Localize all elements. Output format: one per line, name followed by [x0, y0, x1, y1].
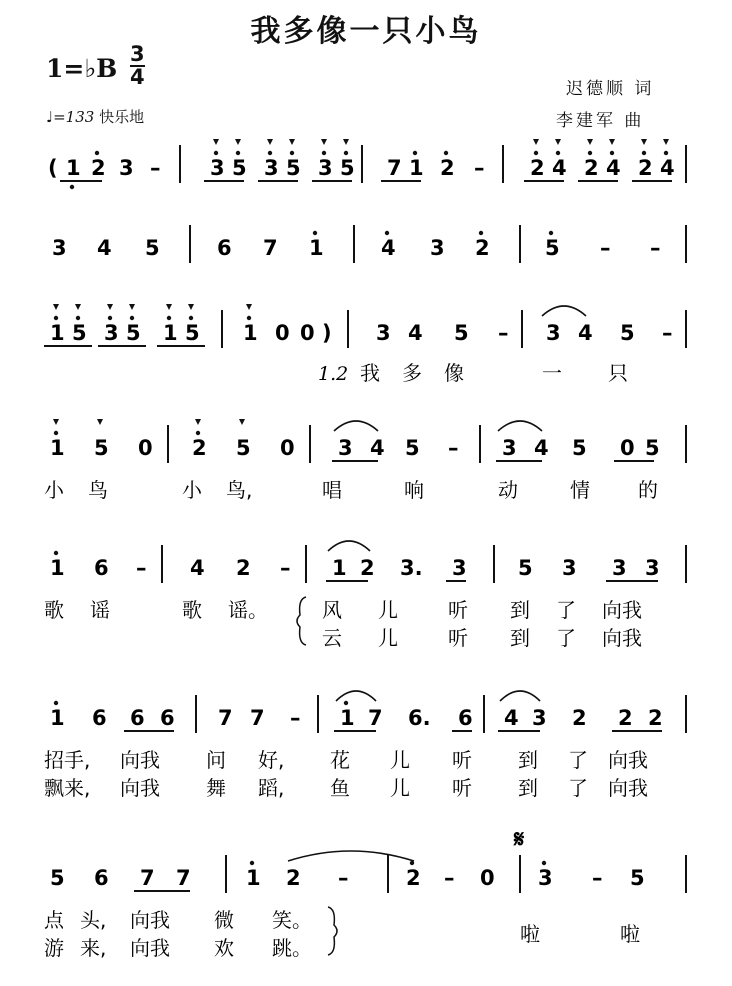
staccato-mark	[129, 304, 135, 310]
lyric: 谣	[90, 598, 110, 622]
time-bottom: 4	[130, 65, 145, 89]
lyric: 向我	[608, 748, 648, 772]
note: –	[150, 156, 161, 180]
low-octave-dot	[70, 185, 74, 189]
note: 6	[217, 236, 232, 260]
note: 1	[309, 236, 324, 260]
lyric-line2: 听	[448, 626, 468, 650]
note: 3	[430, 236, 445, 260]
octave-dot	[642, 151, 646, 155]
staccato-mark	[97, 419, 103, 425]
octave-dot	[290, 151, 294, 155]
note: 2	[91, 156, 106, 180]
lyric-line2: 来,	[80, 936, 107, 960]
note: 4	[97, 236, 112, 260]
composer-credit: 李建军 曲	[556, 111, 645, 131]
staccato-mark	[239, 419, 245, 425]
lyric: 微	[214, 908, 234, 932]
note: 5	[72, 321, 87, 345]
staccato-mark	[267, 139, 273, 145]
lyric-line2: 游	[44, 936, 64, 960]
note: 3	[546, 321, 561, 345]
octave-dot	[588, 151, 592, 155]
note: –	[474, 156, 485, 180]
lyric-line2: 了	[568, 776, 588, 800]
note: 2	[618, 706, 633, 730]
staccato-mark	[555, 139, 561, 145]
octave-dot	[344, 701, 348, 705]
lyric: 像	[444, 361, 464, 385]
note: 3	[264, 156, 279, 180]
staccato-mark	[609, 139, 615, 145]
lyric: 动	[498, 478, 518, 502]
note: 5	[645, 436, 660, 460]
lyric: 点	[44, 908, 64, 932]
lyric: 1.2	[318, 363, 349, 385]
note: 5	[94, 436, 109, 460]
lyric-line2: 向我	[130, 936, 170, 960]
note: 0	[138, 436, 153, 460]
note: 3	[502, 436, 517, 460]
note: 5	[185, 321, 200, 345]
lyric: 歌	[182, 598, 202, 622]
note: 2	[236, 556, 251, 580]
lyric: 只	[608, 361, 628, 385]
lyric-line2: 听	[452, 776, 472, 800]
octave-dot	[130, 316, 134, 320]
lyric: 我	[360, 361, 380, 385]
octave-dot	[108, 316, 112, 320]
octave-dot	[344, 151, 348, 155]
lyric-line2: 到	[510, 626, 530, 650]
tie-slur	[288, 851, 414, 861]
staccato-mark	[213, 139, 219, 145]
note: 3	[376, 321, 391, 345]
note: –	[448, 436, 459, 460]
lyric: 谣。	[228, 598, 268, 622]
note: 6.	[408, 706, 431, 730]
note: 2	[475, 236, 490, 260]
note: 2	[406, 866, 421, 890]
lyric: 好,	[258, 748, 285, 772]
lyric-brace-right	[328, 907, 337, 955]
note: (	[48, 156, 58, 180]
lyric: 听	[452, 748, 472, 772]
lyric-line2: 啦	[520, 922, 540, 946]
note: 3	[104, 321, 119, 345]
octave-dot	[167, 316, 171, 320]
octave-dot	[556, 151, 560, 155]
tie-slur	[336, 691, 376, 701]
note: 4	[552, 156, 567, 180]
note: 3	[562, 556, 577, 580]
staccato-mark	[663, 139, 669, 145]
note: )	[322, 321, 332, 345]
song-title: 我多像一只小鸟	[250, 14, 482, 49]
note: 5	[145, 236, 160, 260]
staccato-mark	[587, 139, 593, 145]
note: 3	[338, 436, 353, 460]
tie-slur	[328, 541, 370, 551]
note: 1	[163, 321, 178, 345]
note: 2	[530, 156, 545, 180]
octave-dot	[413, 151, 417, 155]
lyric: 的	[638, 478, 658, 502]
note: 2	[584, 156, 599, 180]
note: 1	[246, 866, 261, 890]
note: 7	[218, 706, 233, 730]
lyric-line2: 跳。	[272, 936, 312, 960]
note: 6	[160, 706, 175, 730]
note: 4	[190, 556, 205, 580]
staccato-mark	[75, 304, 81, 310]
note: 5	[518, 556, 533, 580]
lyric: 了	[568, 748, 588, 772]
note: 2	[192, 436, 207, 460]
note: 5	[340, 156, 355, 180]
note: –	[592, 866, 603, 890]
note: 4	[381, 236, 396, 260]
note: 2	[286, 866, 301, 890]
lyric: 一	[542, 361, 562, 385]
lyric: 儿	[390, 748, 410, 772]
staccato-mark	[166, 304, 172, 310]
note: 5	[572, 436, 587, 460]
note: 1	[340, 706, 355, 730]
lyric-brace	[297, 597, 306, 645]
octave-dot	[196, 431, 200, 435]
octave-dot	[444, 151, 448, 155]
lyric: 情	[570, 478, 590, 502]
note: 3	[318, 156, 333, 180]
note: 2	[360, 556, 375, 580]
note: 3	[538, 866, 553, 890]
note: 2	[638, 156, 653, 180]
lyric: 歌	[44, 598, 64, 622]
note: 0	[620, 436, 635, 460]
note: 0	[480, 866, 495, 890]
time-top: 3	[130, 42, 145, 66]
octave-dot	[664, 151, 668, 155]
note: 6	[130, 706, 145, 730]
lyric-line2: 了	[556, 626, 576, 650]
note: 6	[94, 556, 109, 580]
note: 3	[210, 156, 225, 180]
lyric-line2: 蹈,	[258, 776, 285, 800]
octave-dot	[236, 151, 240, 155]
note: 5	[620, 321, 635, 345]
note: 2	[572, 706, 587, 730]
octave-dot	[385, 231, 389, 235]
staccato-mark	[641, 139, 647, 145]
lyric: 鸟	[88, 478, 108, 502]
octave-dot	[95, 151, 99, 155]
lyric: 小	[182, 478, 202, 502]
lyric: 笑。	[272, 908, 312, 932]
note: 2	[648, 706, 663, 730]
note: –	[280, 556, 291, 580]
staccato-mark	[235, 139, 241, 145]
tie-slur	[498, 421, 542, 431]
note: 1	[50, 436, 65, 460]
note: 6	[92, 706, 107, 730]
staccato-mark	[246, 304, 252, 310]
lyric: 听	[448, 598, 468, 622]
note: 4	[534, 436, 549, 460]
note: 1	[50, 706, 65, 730]
note: 6	[94, 866, 109, 890]
lyric: 向我	[602, 598, 642, 622]
note: 5	[630, 866, 645, 890]
note: 1	[332, 556, 347, 580]
lyricist-credit: 迟德顺 词	[566, 79, 655, 99]
lyric-line2: 向我	[602, 626, 642, 650]
staccato-mark	[188, 304, 194, 310]
note: –	[498, 321, 509, 345]
note: 4	[370, 436, 385, 460]
octave-dot	[268, 151, 272, 155]
lyric: 向我	[120, 748, 160, 772]
lyric: 唱	[322, 478, 342, 502]
octave-dot	[549, 231, 553, 235]
lyric: 头,	[80, 908, 107, 932]
octave-dot	[54, 431, 58, 435]
note: 0	[275, 321, 290, 345]
octave-dot	[534, 151, 538, 155]
lyric-line2: 飘来,	[44, 776, 91, 800]
octave-dot	[247, 316, 251, 320]
octave-dot	[322, 151, 326, 155]
octave-dot	[54, 701, 58, 705]
quarter-note-icon: ♩	[46, 108, 54, 126]
note: 4	[578, 321, 593, 345]
note: 0	[280, 436, 295, 460]
note: 3	[532, 706, 547, 730]
octave-dot	[54, 551, 58, 555]
tempo-expression: 快乐地	[99, 108, 145, 126]
note: 3	[52, 236, 67, 260]
lyric: 到	[518, 748, 538, 772]
note: 4	[408, 321, 423, 345]
note: 4	[660, 156, 675, 180]
staccato-mark	[53, 304, 59, 310]
note: –	[290, 706, 301, 730]
staccato-mark	[195, 419, 201, 425]
note: 5	[286, 156, 301, 180]
staccato-mark	[289, 139, 295, 145]
lyric-line2: 向我	[120, 776, 160, 800]
note: 4	[606, 156, 621, 180]
octave-dot	[214, 151, 218, 155]
note: 5	[236, 436, 251, 460]
note: 3.	[400, 556, 423, 580]
lyric: 向我	[130, 908, 170, 932]
note: 5	[126, 321, 141, 345]
lyric: 花	[330, 748, 350, 772]
note: 4	[504, 706, 519, 730]
note: 7	[387, 156, 402, 180]
note: 3	[119, 156, 134, 180]
note: 1	[50, 556, 65, 580]
note: 3	[452, 556, 467, 580]
staccato-mark	[53, 419, 59, 425]
note: 7	[140, 866, 155, 890]
lyric-line2: 儿	[390, 776, 410, 800]
note: 1	[243, 321, 258, 345]
lyric: 了	[556, 598, 576, 622]
note: –	[662, 321, 673, 345]
octave-dot	[542, 861, 546, 865]
octave-dot	[189, 316, 193, 320]
octave-dot	[313, 231, 317, 235]
note: 5	[454, 321, 469, 345]
note: –	[136, 556, 147, 580]
note: 2	[440, 156, 455, 180]
lyric-line2: 舞	[206, 776, 226, 800]
note: 3	[612, 556, 627, 580]
lyric: 招手,	[44, 748, 91, 772]
staccato-mark	[321, 139, 327, 145]
key-signature: 1=♭B	[46, 54, 118, 83]
lyric-line2: 向我	[608, 776, 648, 800]
staccato-mark	[533, 139, 539, 145]
note: 5	[232, 156, 247, 180]
lyric: 多	[402, 361, 422, 385]
note: 1	[409, 156, 424, 180]
note: 7	[368, 706, 383, 730]
note: 7	[250, 706, 265, 730]
lyric: 响	[404, 478, 424, 502]
note: 5	[405, 436, 420, 460]
note: 1	[50, 321, 65, 345]
tie-slur	[334, 421, 378, 431]
note: 5	[50, 866, 65, 890]
segno-sign: 𝄋	[514, 824, 525, 853]
note: –	[650, 236, 661, 260]
note: –	[600, 236, 611, 260]
lyric-line2: 啦	[620, 922, 640, 946]
lyric-line2: 云	[322, 626, 342, 650]
staccato-mark	[107, 304, 113, 310]
lyric: 鸟,	[226, 478, 253, 502]
note: –	[444, 866, 455, 890]
lyric: 小	[44, 478, 64, 502]
octave-dot	[54, 316, 58, 320]
lyric: 问	[206, 748, 226, 772]
lyric: 风	[322, 598, 342, 622]
note: 7	[176, 866, 191, 890]
tempo-value: =133	[53, 108, 95, 126]
lyric: 到	[510, 598, 530, 622]
octave-dot	[479, 231, 483, 235]
lyric: 儿	[378, 598, 398, 622]
note: 6	[458, 706, 473, 730]
lyric-line2: 欢	[214, 936, 234, 960]
tie-slur	[542, 306, 586, 316]
octave-dot	[250, 861, 254, 865]
note: 1	[66, 156, 81, 180]
lyric-line2: 儿	[378, 626, 398, 650]
note: 0	[300, 321, 315, 345]
lyric-line2: 到	[518, 776, 538, 800]
octave-dot	[76, 316, 80, 320]
note: 5	[545, 236, 560, 260]
note: 7	[263, 236, 278, 260]
lyric-line2: 鱼	[330, 776, 350, 800]
note: 3	[645, 556, 660, 580]
octave-dot	[610, 151, 614, 155]
tie-slur	[500, 691, 540, 701]
staccato-mark	[343, 139, 349, 145]
note: –	[338, 866, 349, 890]
